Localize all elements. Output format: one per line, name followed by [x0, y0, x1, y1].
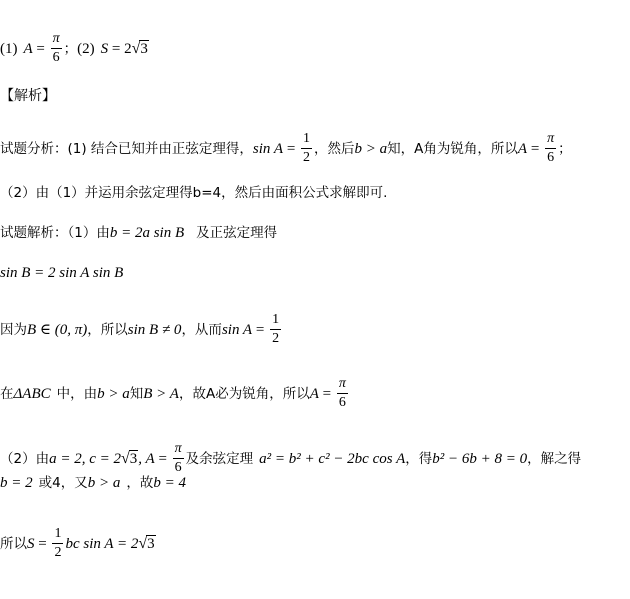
analysis-line-1: 试题分析：(1) 结合已知并由正弦定理得， sin A = $\frac{1}{2}$ ，然后 b > a 知，A角为锐角，所以 A = $\frac{\pi}{6}$ ；: [0, 131, 572, 165]
answer-separator: ；: [63, 40, 78, 57]
answer-part2-lhs: S: [100, 40, 109, 57]
answer-part1-lhs: A: [23, 40, 33, 57]
sqrt-symbol: √ 3: [121, 450, 138, 467]
solution-line-1: 试题解析：（1）由 b = 2a sin B 及正弦定理得: [0, 225, 278, 241]
solution-line-2: sin B = 2 sin A sin B: [0, 265, 124, 281]
solution-fraction-half-2: $\frac{1}{2}$: [54, 526, 62, 560]
answer-part1-fraction: $\frac{\pi}{6}$: [52, 31, 60, 65]
solution-fraction-pi6-2: $\frac{\pi}{6}$: [174, 441, 182, 475]
solution-fraction-pi6: $\frac{\pi}{6}$: [338, 376, 346, 410]
solution-line-5: （2）由 a = 2, c = 2 √ 3 , A = $\frac{\pi}{6}$ 及余弦定理 a² = b² + c² − 2bc cos A ，得 b² − 6b + 8 = 0 ，解之得: [0, 441, 582, 475]
solution-line-6: b = 2 或4，又 b > a ，故 b = 4: [0, 475, 186, 491]
answer-part2-label: (2): [77, 40, 95, 57]
sqrt-symbol: √ 3: [138, 535, 155, 552]
answer-part1-label: (1): [0, 40, 18, 57]
answer-part2-coef: 2: [124, 40, 132, 57]
jiexi-header: 【解析】: [0, 88, 56, 104]
analysis-fraction-pi6: $\frac{\pi}{6}$: [547, 131, 555, 165]
sqrt-symbol: √ 3: [131, 40, 148, 57]
solution-line-4: 在 ΔABC 中，由 b > a 知 B > A ，故A必为锐角，所以 A = $\frac{\pi}{6}$: [0, 376, 346, 410]
solution-fraction-half: $\frac{1}{2}$: [272, 312, 280, 346]
analysis-line-2: （2）由（1）并运用余弦定理得b=4，然后由面积公式求解即可.: [0, 185, 388, 201]
solution-line-7: 所以 S = $\frac{1}{2}$ bc sin A = 2 √ 3: [0, 526, 155, 560]
solution-line-3: 因为 B ∈ (0, π) ，所以 sin B ≠ 0 ，从而 sin A = $\frac{1}{2}$: [0, 312, 280, 346]
analysis-fraction-half: $\frac{1}{2}$: [303, 131, 311, 165]
answer-line: (1) A = $\frac{\pi}{6}$ ； (2) S = 2 √ 3: [0, 31, 148, 65]
